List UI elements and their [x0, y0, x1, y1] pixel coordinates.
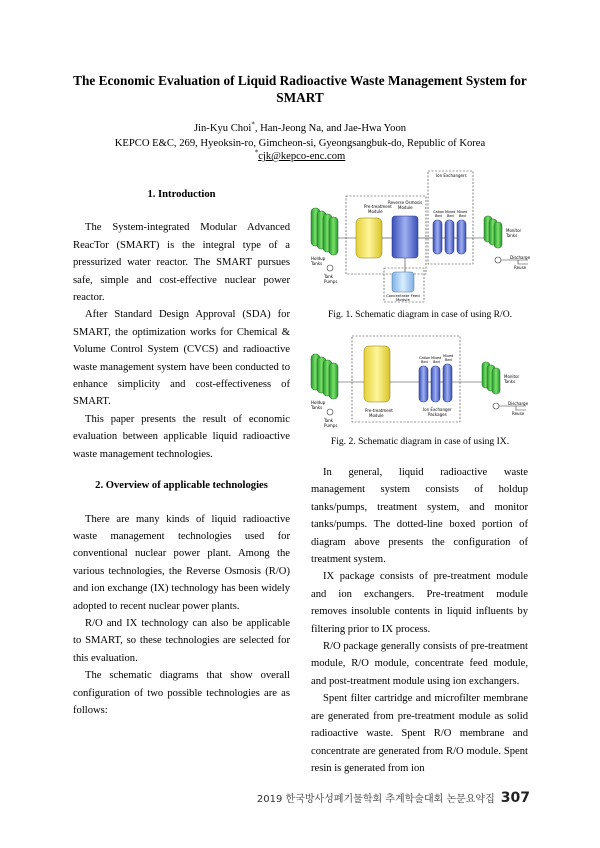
- holdup-label-2: Tanks: [311, 261, 323, 266]
- intro-paragraph-3: This paper presents the result of economic evaluation between applicable liquid radioactive waste management technologies.: [73, 413, 290, 460]
- email-link[interactable]: cjk@kepco-enc.com: [258, 151, 346, 162]
- bed-label-2a: Mixed: [445, 210, 456, 214]
- pretreat-vessel: [356, 218, 382, 258]
- monitor-label-1: Monitor: [504, 374, 520, 379]
- pump-icon: [495, 257, 501, 263]
- holdup-tanks: [311, 354, 338, 399]
- bed-label-1b: Bed: [421, 360, 428, 364]
- paper-title: The Economic Evaluation of Liquid Radioactive Waste Management System for SMART: [73, 73, 527, 105]
- overview-paragraph-2: R/O and IX technology can also be applicable to SMART, so these technologies are selected for this evaluation.: [73, 617, 290, 664]
- bed-label-1a: Cation: [419, 356, 431, 360]
- bed-label-2b: Bed: [447, 214, 454, 218]
- pretreat-label-1: Pre-treatment: [365, 408, 393, 413]
- ro-label-2: Module: [398, 205, 413, 210]
- left-column: [73, 186, 290, 719]
- reuse-label: Reuse: [514, 265, 527, 270]
- pump-icon: [327, 265, 333, 271]
- pumps-label-1: Tank: [324, 418, 334, 423]
- monitor-label-2: Tanks: [504, 379, 516, 384]
- monitor-label-1: Monitor: [506, 228, 522, 233]
- monitor-label-2: Tanks: [506, 233, 518, 238]
- figure-2-ix-diagram: [308, 332, 534, 438]
- discharge-label: Discharge: [510, 255, 531, 260]
- page-number: 307: [500, 790, 530, 806]
- intro-paragraph-2: After Standard Design Approval (SDA) for SMART, the optimization works for Chemical & Volume Control System (CVCS) and radioactive waste management system have been conducted to enhance simplicity and cost-effectiveness of SMART.: [73, 309, 290, 408]
- affiliation: KEPCO E&C, 269, Hyeoksin-ro, Gimcheon-si, Gyeongsangbuk-do, Republic of Korea: [114, 138, 486, 149]
- discharge-label: Discharge: [508, 401, 529, 406]
- bed-label-3a: Mixed: [457, 210, 468, 214]
- overview-paragraph-3: The schematic diagrams that show overall configuration of two possible technologies are as follows:: [73, 670, 290, 716]
- reuse-label: Reuse: [512, 411, 525, 416]
- mixed-bed-1: [431, 366, 440, 402]
- holdup-tanks: [311, 208, 338, 255]
- right-paragraph-4: Spent filter cartridge and microfilter membrane are generated from pre-treatment module as solid radioactive waste. Spent R/O membrane and concentrate are generated from R/O module. Spent resin is generated from ion: [311, 693, 528, 774]
- pumps-label-2: Pumps: [324, 279, 338, 284]
- email-mark: *: [254, 148, 259, 157]
- pretreat-label-1: Pre-treatment: [364, 204, 392, 209]
- pump-icon: [493, 403, 499, 409]
- pretreat-vessel: [364, 346, 390, 402]
- holdup-label-1: Holdup: [311, 256, 326, 261]
- bed-label-1a: Cation: [433, 210, 445, 214]
- bed-label-3a: Mixed: [443, 354, 454, 358]
- pumps-label-1: Tank: [324, 274, 334, 279]
- monitor-tanks: [482, 362, 500, 394]
- right-paragraph-3: R/O package generally consists of pre-treatment module, R/O module, concentrate feed module, and post-treatment module using ion exchangers.: [311, 641, 528, 687]
- mixed-bed-2: [443, 364, 452, 402]
- figure-1-ro-diagram: [308, 168, 534, 308]
- cation-bed: [419, 366, 428, 402]
- figure-2-caption: Fig. 2. Schematic diagram in case of using IX.: [330, 436, 510, 447]
- right-paragraph-1: In general, liquid radioactive waste management system consists of holdup tanks/pumps, treatment system, and monitor tanks/pumps. The dotted-line boxed portion of diagram above presents the configuration of treatment system.: [311, 467, 528, 566]
- cation-bed: [433, 220, 442, 254]
- author-1: Jin-Kyu Choi: [193, 123, 252, 134]
- ro-label-1: Reverse Osmosis: [388, 200, 423, 205]
- ix-label-2: Packages: [428, 412, 447, 417]
- pretreat-label-2: Module: [368, 209, 383, 214]
- footer-text: 2019 한국방사성폐기물학회 추계학술대회 논문요약집: [256, 794, 495, 805]
- ro-vessel: [392, 216, 418, 258]
- holdup-label-1: Holdup: [311, 400, 326, 405]
- overview-heading: 2. Overview of applicable technologies: [95, 480, 268, 492]
- mixed-bed-1: [445, 220, 454, 254]
- authors: [60, 121, 540, 136]
- ix-label: Ion Exchangers: [436, 173, 467, 178]
- concentrate-label-2: Module: [396, 297, 410, 302]
- pumps-label-2: Pumps: [324, 423, 338, 428]
- ix-label-1: Ion Exchanger: [423, 407, 452, 412]
- email-line: [60, 149, 540, 164]
- page-footer: [257, 790, 530, 806]
- bed-label-2a: Mixed: [431, 356, 442, 360]
- pump-icon: [327, 409, 333, 415]
- mixed-bed-2: [457, 220, 466, 254]
- monitor-tanks: [484, 216, 502, 248]
- intro-heading: 1. Introduction: [147, 189, 216, 200]
- right-column: [311, 464, 528, 777]
- overview-paragraph-1: There are many kinds of liquid radioactive waste management technologies used for conventional nuclear power plant. Among the various technologies, the Reverse Osmosis (R/O) and ion exchange (IX) technology has been widely adopted to recent nuclear power plants.: [73, 513, 290, 612]
- right-paragraph-2: IX package consists of pre-treatment module and ion exchangers. Pre-treatment module removes insoluble contents in liquid influents by filtering prior to IX process.: [311, 571, 528, 635]
- concentrate-vessel: [392, 272, 414, 292]
- bed-label-3b: Bed: [445, 358, 452, 362]
- other-authors: , Han-Jeong Na, and Jae-Hwa Yoon: [254, 123, 407, 134]
- figure-1-caption: Fig. 1. Schematic diagram in case of using R/O.: [327, 309, 513, 320]
- bed-label-2b: Bed: [433, 360, 440, 364]
- holdup-label-2: Tanks: [311, 405, 323, 410]
- pretreat-label-2: Module: [369, 413, 384, 418]
- concentrate-label-1: Concentrate Feed: [386, 293, 420, 298]
- bed-label-3b: Bed: [459, 214, 466, 218]
- intro-paragraph-1: The System-integrated Modular Advanced ReacTor (SMART) is the integral type of a pressurized water reactor. The SMART pursues safe, simple and cost-effective nuclear power reactor.: [73, 222, 290, 304]
- bed-label-1b: Bed: [435, 214, 442, 218]
- corresponding-mark: *: [251, 120, 255, 129]
